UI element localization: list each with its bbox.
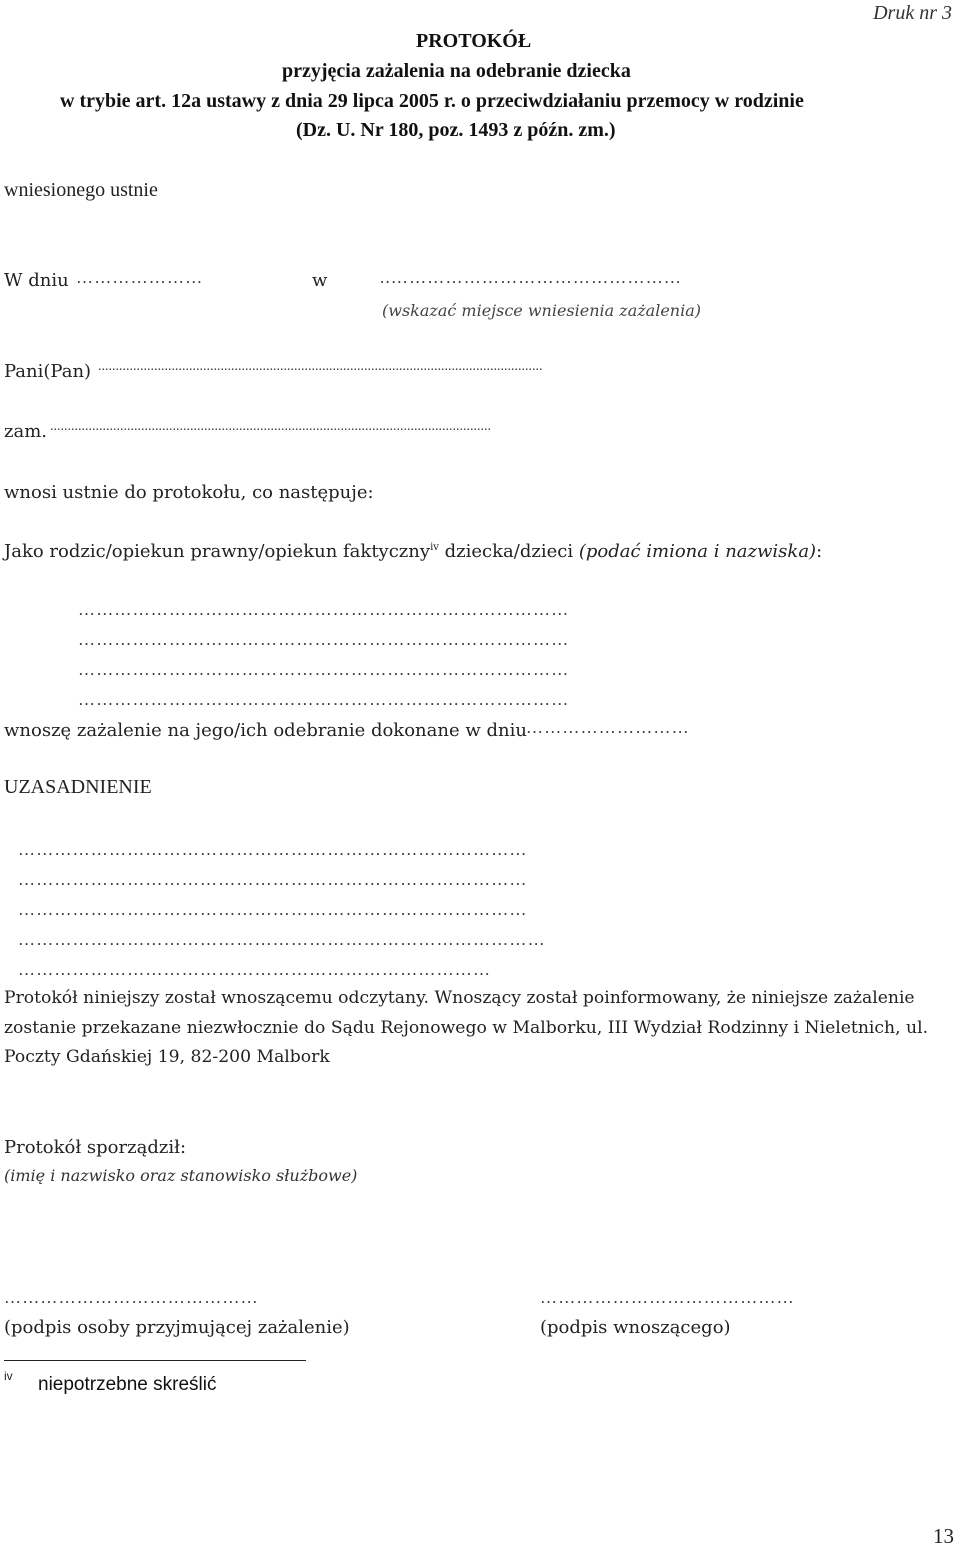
guardian-text: Jako rodzic/opiekun prawny/opiekun faktyczny bbox=[4, 541, 431, 562]
children-line[interactable]: ……………………………………………………………………… bbox=[78, 690, 570, 709]
title-subject: przyjęcia zażalenia na odebranie dziecka bbox=[282, 60, 631, 82]
statement-text: wnosi ustnie do protokołu, co następuje: bbox=[4, 482, 374, 503]
justification-line[interactable]: ………………………………………………………………………… bbox=[18, 840, 528, 859]
footnote-text: niepotrzebne skreślić bbox=[38, 1374, 217, 1395]
justification-heading: UZASADNIENIE bbox=[4, 776, 152, 798]
closing-line-3: Poczty Gdańskiej 19, 82-200 Malbork bbox=[4, 1047, 330, 1067]
justification-line[interactable]: ………………………………………………………………………… bbox=[18, 870, 528, 889]
signature-right-dots[interactable]: …………………………………… bbox=[540, 1288, 795, 1307]
justification-line[interactable]: ………………………………………………………………………… bbox=[18, 900, 528, 919]
justification-line[interactable]: …………………………………………………………………… bbox=[18, 960, 492, 979]
justification-line[interactable]: …………………………………………………………………………… bbox=[18, 930, 546, 949]
closing-line-2: zostanie przekazane niezwłocznie do Sądu Rejonowego w Malborku, III Wydział Rodzinny i Nieletnich, ul. bbox=[4, 1018, 929, 1038]
guardian-colon: : bbox=[816, 541, 823, 562]
address-dots[interactable]: .............................................................................................................................. bbox=[50, 419, 491, 434]
page-number: 13 bbox=[933, 1524, 954, 1548]
signature-left-label: (podpis osoby przyjmującej zażalenie) bbox=[4, 1317, 350, 1338]
children-line[interactable]: ……………………………………………………………………… bbox=[78, 600, 570, 619]
person-dots[interactable]: ............................................................................................................................... bbox=[98, 359, 543, 374]
children-line[interactable]: ……………………………………………………………………… bbox=[78, 660, 570, 679]
place-hint: (wskazać miejsce wniesienia zażalenia) bbox=[382, 301, 701, 320]
person-label: Pani(Pan) bbox=[4, 361, 92, 382]
date-dots[interactable]: ………………… bbox=[76, 268, 204, 287]
place-preposition: w bbox=[312, 270, 328, 291]
footnote-rule bbox=[4, 1360, 306, 1361]
title-legal-basis: w trybie art. 12a ustawy z dnia 29 lipca 2005 r. o przeciwdziałaniu przemocy w rodzinie bbox=[60, 90, 804, 112]
guardian-line bbox=[4, 541, 822, 562]
signature-right-label: (podpis wnoszącego) bbox=[540, 1317, 731, 1338]
title-protocol: PROTOKÓŁ bbox=[416, 30, 532, 52]
guardian-hint: (podać imiona i nazwiska) bbox=[578, 541, 817, 562]
title-citation: (Dz. U. Nr 180, poz. 1493 z późn. zm.) bbox=[296, 119, 616, 141]
footnote-ref: iv bbox=[430, 542, 439, 553]
complaint-text: wnoszę zażalenie na jego/ich odebranie dokonane w dniu bbox=[4, 720, 527, 741]
address-label: zam. bbox=[4, 421, 48, 442]
signature-left-dots[interactable]: …………………………………… bbox=[4, 1288, 259, 1307]
closing-line-1: Protokół niniejszy został wnoszącemu odczytany. Wnoszący został poinformowany, że niniejsze zażalenie bbox=[4, 988, 915, 1008]
guardian-text-children: dziecka/dzieci bbox=[438, 541, 579, 562]
children-line[interactable]: ……………………………………………………………………… bbox=[78, 630, 570, 649]
submitted-mode: wniesionego ustnie bbox=[4, 179, 158, 201]
prepared-by-label: Protokół sporządził: bbox=[4, 1137, 187, 1158]
complaint-date-dots[interactable]: ……………………… bbox=[526, 718, 690, 737]
place-dots[interactable]: ..………………………………………… bbox=[380, 268, 683, 287]
footnote-mark: iv bbox=[4, 1369, 13, 1383]
form-number: Druk nr 3 bbox=[873, 2, 952, 24]
prepared-by-hint: (imię i nazwisko oraz stanowisko służbowe) bbox=[4, 1166, 358, 1185]
date-label: W dniu bbox=[4, 270, 69, 291]
